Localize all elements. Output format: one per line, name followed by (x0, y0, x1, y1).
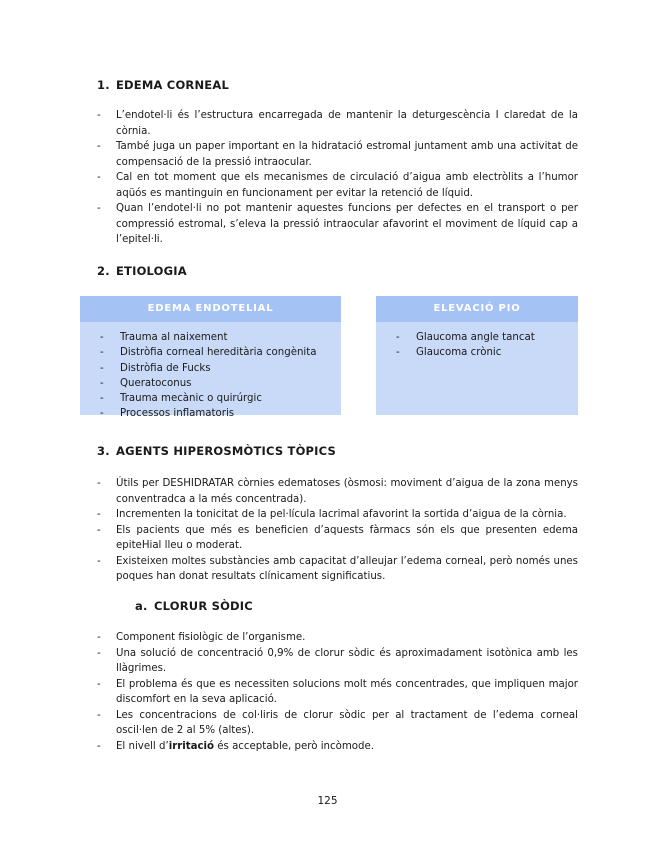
heading-number: 3. (97, 444, 110, 458)
heading-title: EDEMA CORNEAL (116, 78, 229, 92)
dash: - (100, 408, 104, 420)
item-text: Les concentracions de col·liris de clorur sòdic per al tractament de l’edema corneal oscil·len de 2 al 5% (altes). (116, 709, 578, 736)
section-heading-etiologia (97, 264, 187, 278)
item-text: Cal en tot moment que els mecanismes de circulació d’aigua amb electròlits a l’humor aqüós es mantinguin en funcionament per evitar la retenció de líquid. (116, 172, 578, 199)
bullet-list-clorur-sodic (97, 630, 578, 754)
dash: - (97, 509, 101, 520)
item-text: Glaucoma angle tancat (416, 332, 535, 343)
dash: - (97, 647, 101, 659)
item-text: Component fisiològic de l’organisme. (116, 632, 306, 643)
item-text: El nivell d’ (116, 740, 169, 752)
item-text: Els pacients que més es beneficien d’aquests fàrmacs són els que presenten edema epiteHial lleu o moderat. (116, 524, 578, 551)
item-text: Existeixen moltes substàncies amb capacitat d’alleujar l’edema corneal, però només unes poques han donat resultats clínicament significatius. (116, 555, 578, 582)
dash: - (100, 393, 104, 405)
dash: - (100, 377, 104, 389)
item-text: Distròfia de Fucks (120, 362, 211, 374)
dash: - (97, 141, 101, 152)
box-header: EDEMA ENDOTELIAL (80, 296, 341, 322)
list-item (97, 139, 578, 170)
item-text: Processos inflamatoris (120, 408, 235, 420)
list-item (97, 739, 578, 755)
list-item (376, 330, 578, 345)
heading-number: 1. (97, 78, 110, 92)
item-text: Queratoconus (120, 377, 192, 389)
item-text: Útils per DESHIDRATAR còrnies edematoses (òsmosi: moviment d’aigua de la zona menys conventradca a la més concentrada). (116, 478, 578, 505)
section-heading-edema-corneal (97, 78, 229, 92)
item-text: Trauma mecànic o quirúrgic (120, 393, 262, 405)
list-item (97, 201, 578, 248)
dash: - (100, 362, 104, 374)
dash: - (100, 347, 104, 359)
item-text: Incrementen la tonicitat de la pel·lícula lacrimal afavorint la sortida d’aigua de la còrnia. (116, 509, 567, 520)
subsection-heading-clorur-sodic (135, 599, 253, 613)
list-item (97, 708, 578, 739)
list-item (97, 554, 578, 585)
dash: - (396, 332, 400, 343)
item-text: L’endotel·li és l’estructura encarregada de mantenir la deturgescència I claredat de la còrnia. (116, 110, 578, 137)
bullet-list-agents (97, 476, 578, 585)
heading-number: a. (135, 599, 148, 613)
bullet-list-edema-corneal (97, 108, 578, 248)
dash: - (100, 332, 104, 343)
box-list (376, 322, 578, 361)
list-item (80, 330, 341, 345)
dash: - (97, 203, 101, 214)
item-text: Glaucoma crònic (416, 347, 502, 359)
list-item (97, 646, 578, 677)
box-header: ELEVACIÓ PIO (376, 296, 578, 322)
list-item (97, 108, 578, 139)
list-item (80, 376, 341, 391)
dash: - (97, 478, 101, 489)
dash: - (97, 555, 101, 567)
dash: - (97, 740, 101, 752)
list-item (80, 361, 341, 376)
edema-endotelial-box (80, 296, 341, 420)
list-item (80, 391, 341, 406)
page-number: 125 (317, 795, 338, 807)
dash: - (97, 172, 101, 183)
list-item (97, 523, 578, 554)
item-text: També juga un paper important en la hidratació estromal juntament amb una activitat de compensació de la pressió intraocular. (116, 141, 578, 168)
list-item (97, 507, 578, 523)
section-heading-agents-hiperosmotics (97, 444, 336, 458)
dash: - (97, 632, 101, 643)
item-text: és acceptable, però incòmode. (214, 740, 374, 752)
dash: - (97, 678, 101, 690)
list-item (80, 406, 341, 421)
elevacio-pio-box (376, 296, 578, 415)
dash: - (97, 709, 101, 721)
item-text: Trauma al naixement (120, 332, 228, 343)
heading-title: AGENTS HIPEROSMÒTICS TÒPICS (116, 444, 336, 458)
heading-title: CLORUR SÒDIC (154, 599, 253, 613)
item-text: Una solució de concentració 0,9% de clorur sòdic és aproximadament isotònica amb les llàgrimes. (116, 647, 578, 674)
item-bold-text: irritació (168, 740, 215, 752)
list-item (97, 630, 578, 646)
list-item (97, 170, 578, 201)
heading-number: 2. (97, 264, 110, 278)
dash: - (396, 347, 400, 359)
item-text: El problema és que es necessiten solucions molt més concentrades, que impliquen major discomfort en la seva aplicació. (116, 678, 578, 705)
item-text: Quan l’endotel·li no pot mantenir aquestes funcions per defectes en el transport o per compressió estromal, s’eleva la pressió intraocular afavorint el moviment de líquid cap a l’epitel·li. (116, 203, 578, 245)
heading-title: ETIOLOGIA (116, 264, 187, 278)
dash: - (97, 110, 101, 121)
list-item (97, 677, 578, 708)
item-text: Distròfia corneal hereditària congènita (120, 347, 317, 359)
list-item (80, 345, 341, 360)
list-item (376, 345, 578, 360)
dash: - (97, 524, 101, 536)
box-list (80, 322, 341, 422)
list-item (97, 476, 578, 507)
